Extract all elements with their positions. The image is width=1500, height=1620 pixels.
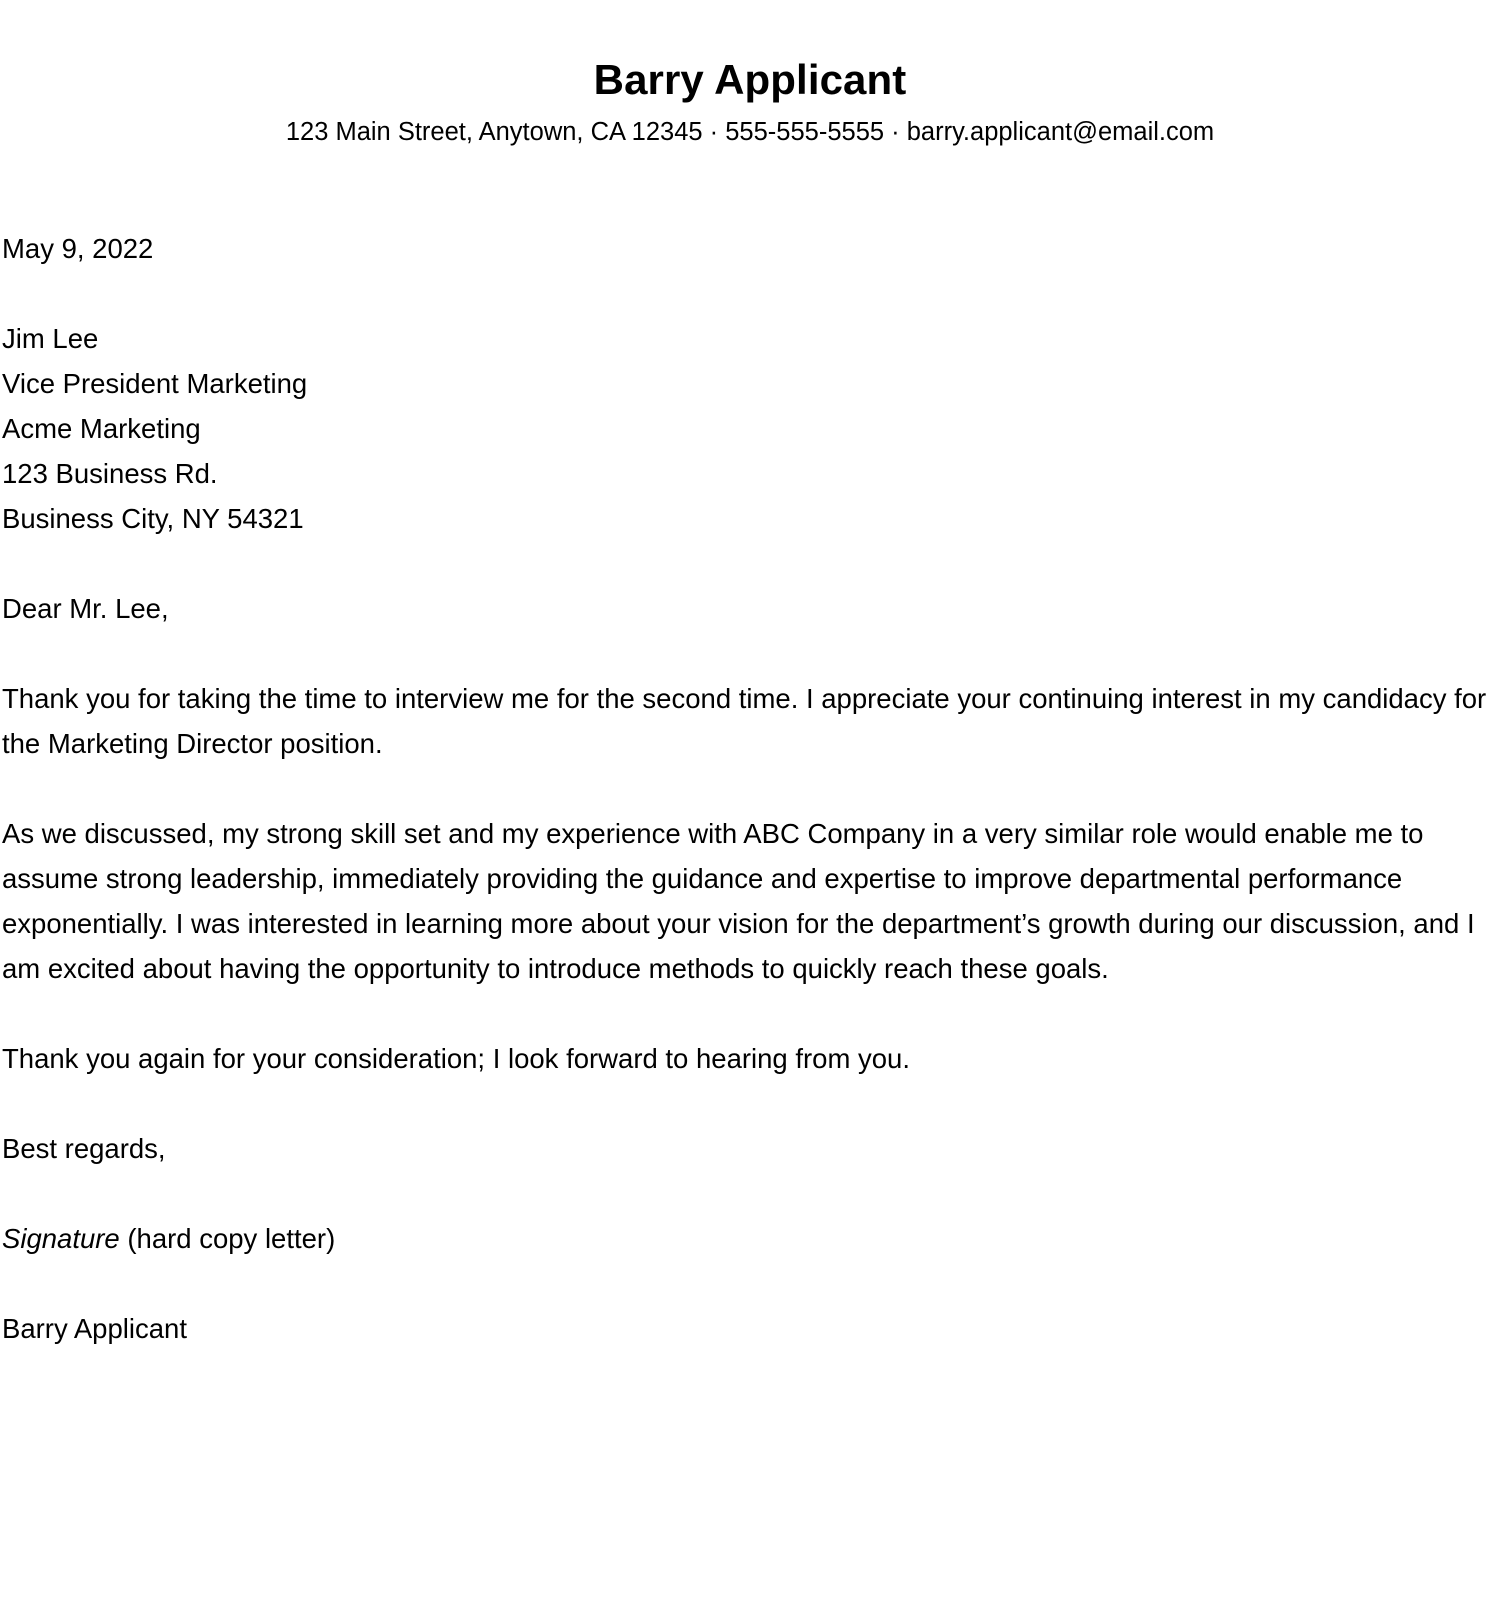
signature-placeholder: Signature xyxy=(2,1222,120,1254)
spacer xyxy=(2,541,1498,586)
spacer xyxy=(2,1261,1498,1306)
spacer xyxy=(2,271,1498,316)
body-paragraph-1: Thank you for taking the time to interview me for the second time. I appreciate your continuing interest in my candidacy for the Marketing Director position. xyxy=(2,682,1487,759)
letter-content xyxy=(2,226,1498,1351)
recipient-street: 123 Business Rd. xyxy=(2,457,218,489)
recipient-name: Jim Lee xyxy=(2,322,99,354)
spacer xyxy=(2,631,1498,676)
spacer xyxy=(2,1171,1498,1216)
body-paragraph-2: As we discussed, my strong skill set and my experience with ABC Company in a very similar role would enable me to assume strong leadership, immediately providing the guidance and expertise to improve departmental performance exponentially. I was interested in learning more about your vision for the department’s growth during our discussion, and I am excited about having the opportunity to introduce methods to quickly reach these goals. xyxy=(2,817,1475,984)
recipient-company: Acme Marketing xyxy=(2,412,201,444)
letterhead-contact-line: 123 Main Street, Anytown, CA 12345 · 555-555-5555 · barry.applicant@email.com xyxy=(285,118,1215,147)
spacer xyxy=(2,991,1498,1036)
sender-name: Barry Applicant xyxy=(2,1312,187,1344)
recipient-city-state-zip: Business City, NY 54321 xyxy=(2,502,304,534)
letterhead xyxy=(2,0,1498,148)
body-paragraph-3: Thank you again for your consideration; I look forward to hearing from you. xyxy=(2,1042,910,1074)
recipient-title: Vice President Marketing xyxy=(2,367,308,399)
salutation: Dear Mr. Lee, xyxy=(2,592,169,624)
closing-salutation: Best regards, xyxy=(2,1132,166,1164)
letter-date: May 9, 2022 xyxy=(2,232,154,264)
signature-note: (hard copy letter) xyxy=(119,1222,336,1254)
spacer xyxy=(2,1081,1498,1126)
spacer xyxy=(2,766,1498,811)
letterhead-name: Barry Applicant xyxy=(593,56,907,103)
signature-line xyxy=(2,1216,1498,1261)
recipient-address-block xyxy=(2,316,1498,541)
